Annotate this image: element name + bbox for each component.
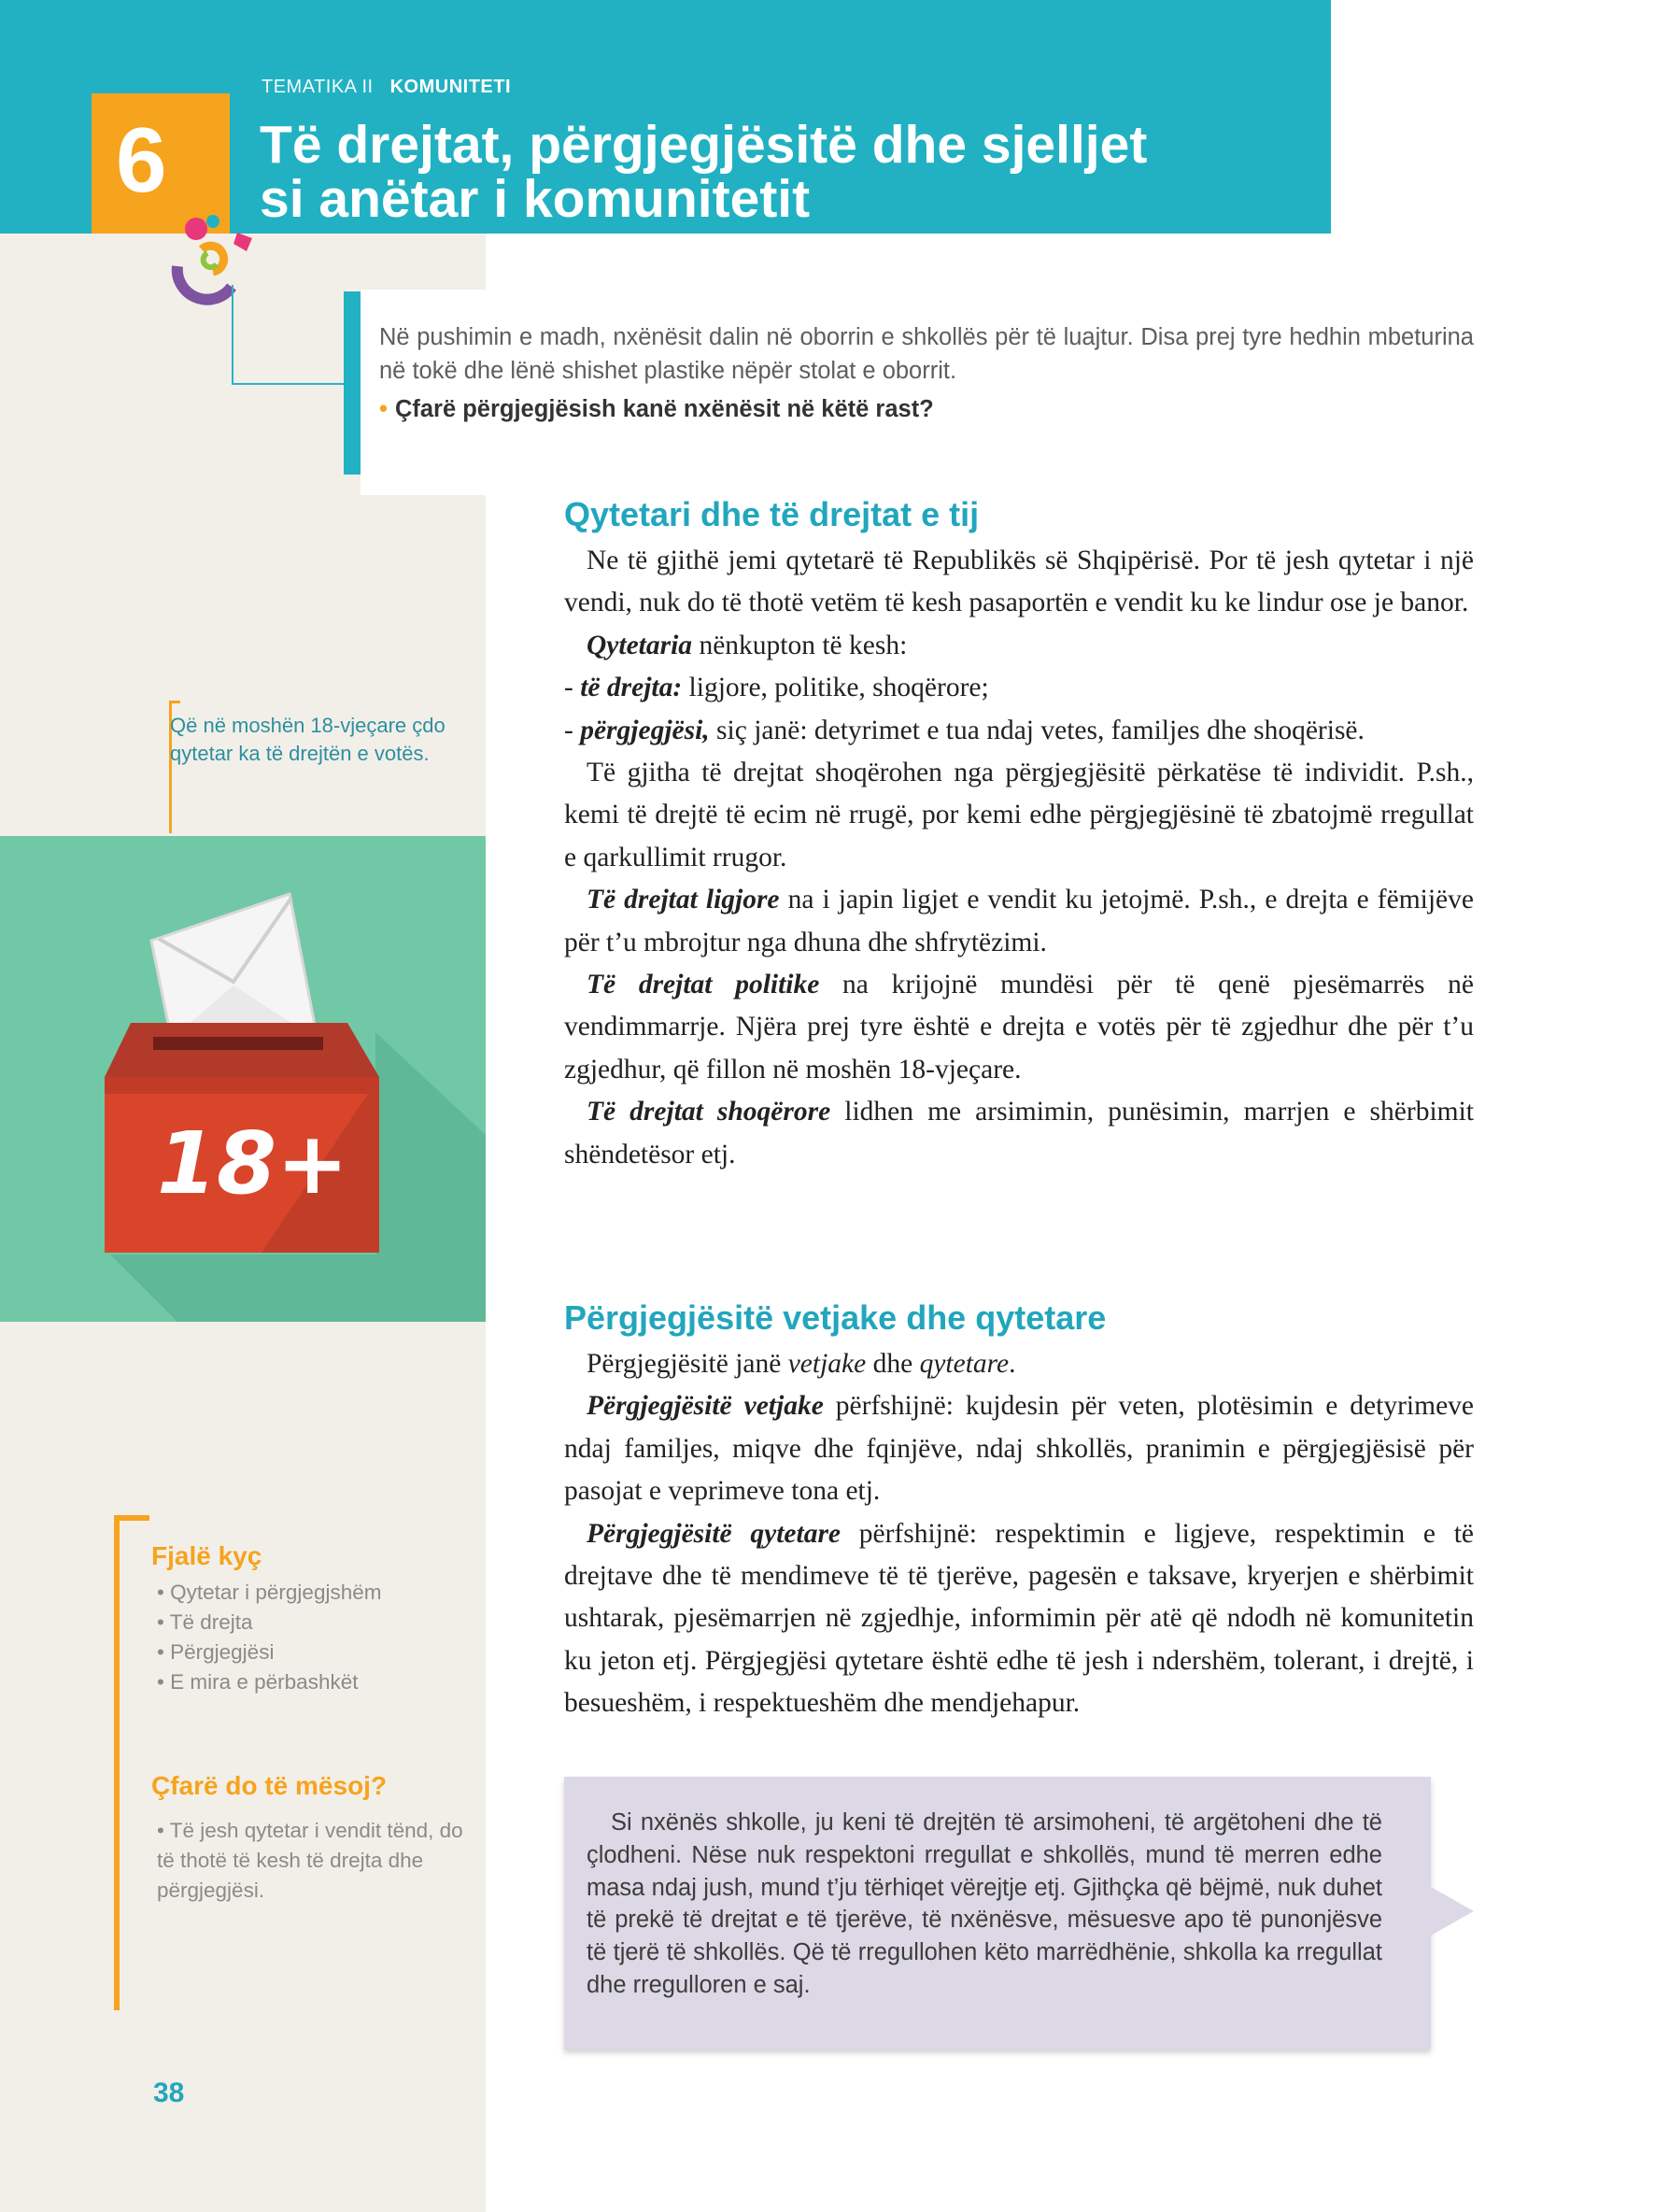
decorative-rings-icon — [168, 210, 280, 322]
emphasis: qytetare — [919, 1349, 1010, 1379]
section1-title: Qytetari dhe të drejtat e tij — [564, 495, 980, 533]
section2-paragraph — [564, 1513, 1474, 1725]
section2-paragraph — [564, 1385, 1474, 1512]
keywords-title: Fjalë kyç — [151, 1541, 262, 1570]
paragraph-text: na krijojnë mundësi për të qenë pjesëmarrës në vendimmarrje. Njëra prej tyre është e drejta e votës për të zgjedhur dhe për t’u zgjedhur, që fillon në moshën 18-vjeçare. — [564, 970, 1474, 1085]
sidebar-note: Që në moshën 18-vjeçare çdo qytetar ka të drejtën e votës. — [170, 714, 446, 765]
intro-accent-bar — [344, 291, 361, 475]
term: Të drejtat shoqërore — [587, 1097, 831, 1127]
section1-body — [564, 540, 1474, 1176]
page-number: 38 — [153, 2077, 185, 2108]
paragraph-text: na i japin ligjet e vendit ku jetojmë. P.sh., e drejta e fëmijëve për t’u mbrojtur nga dhuna dhe shfrytëzimi. — [564, 885, 1474, 957]
paragraph-text: siç janë: detyrimet e tua ndaj vetes, familjes dhe shoqërisë. — [709, 715, 1365, 745]
intro-question-text: Çfarë përgjegjësish kanë nxënësit në këtë rast? — [394, 396, 934, 422]
paragraph-text: dhe — [866, 1349, 920, 1379]
term: Të drejtat ligjore — [587, 885, 780, 915]
dash: - — [564, 715, 581, 745]
keywords-accent-bar — [114, 1515, 120, 2010]
paragraph-text: përfshijnë: respektimin e ligjeve, respektimin e të drejtave dhe të mendimeve të të tjerëve, pagesën e taksave, kryerjen e shërbimit ushtarak, pjesëmarrjen në zgjedhje, informimin për atë që ndodh në komunitetin ku jeton etj. Përgjegjësi qytetare është edhe të jesh i ndershëm, tolerant, i drejtë, i besueshëm, i respektueshëm dhe mendjehapur. — [564, 1518, 1474, 1719]
callout-arrow — [1431, 1887, 1474, 1936]
section2-paragraph — [564, 1343, 1474, 1385]
paragraph-text: . — [1009, 1349, 1016, 1379]
connector-line-vertical — [232, 285, 233, 385]
note-accent-tick — [169, 701, 180, 703]
page-title — [260, 115, 1306, 229]
page-title-line2: si anëtar i komunitetit — [260, 169, 811, 229]
term: të drejta: — [580, 673, 683, 703]
callout-text: Si nxënës shkolle, ju keni të drejtën të arsimoheni, të argëtoheni dhe të çlodheni. Nëse nuk respektoni rregullat e shkollës, mund të merren edhe masa ndaj jush, mund t’ju tërhiqet vërejtje etj. Gjithçka që bëjmë, nuk duhet të prekë të drejtat e të tjerëve, të nxënësve, mësuesve apo të punonjësve të tjerë të shkollës. Që të rregullohen këto marrëdhënie, shkolla ka rregullat dhe rregulloren e saj. — [587, 1809, 1382, 1998]
section1-paragraph: Të gjitha të drejtat shoqërohen nga përgjegjësitë përkatëse të individit. P.sh., kemi të drejtë të ecim në rrugë, por kemi edhe përgjegjësinë të zbatojmë rregullat e qarkullimit rrugor. — [564, 758, 1474, 872]
section1-list-item — [564, 667, 1474, 709]
intro-bullet: • — [379, 396, 388, 422]
keyword-item: • Përgjegjësi — [157, 1640, 275, 1664]
paragraph-text: Përgjegjësitë janë — [587, 1349, 788, 1379]
section1-paragraph — [564, 1091, 1474, 1176]
ballot-label: 18+ — [157, 1113, 349, 1213]
term: Të drejtat politike — [587, 970, 820, 1000]
term: Përgjegjësitë qytetare — [587, 1518, 842, 1549]
envelope-icon — [151, 894, 318, 1042]
ballot-box-icon — [0, 836, 486, 1322]
paragraph-text: ligjore, politike, shoqërore; — [682, 673, 989, 703]
keyword-item: • Të drejta — [157, 1610, 253, 1634]
theme-name: KOMUNITETI — [389, 77, 512, 97]
lesson-number: 6 — [116, 108, 167, 211]
section1-paragraph: Ne të gjithë jemi qytetarë të Republikës së Shqipërisë. Por të jesh qytetar i një vendi, nuk do të thotë vetëm të kesh pasaportën e vendit ku ke lindur ose je banor. — [564, 546, 1474, 618]
section1-paragraph — [564, 879, 1474, 964]
section1-paragraph — [564, 964, 1474, 1091]
theme-label — [262, 77, 511, 98]
connector-line-horizontal — [232, 383, 346, 385]
dash: - — [564, 673, 581, 703]
keywords-accent-tick — [114, 1515, 149, 1521]
section2-title: Përgjegjësitë vetjake dhe qytetare — [564, 1298, 1107, 1337]
section1-paragraph — [564, 625, 1474, 667]
section2-body — [564, 1343, 1474, 1725]
paragraph-text: lidhen me arsimimin, punësimin, marrjen e shërbimit shëndetësor etj. — [564, 1097, 1474, 1170]
term: përgjegjësi, — [580, 715, 710, 745]
paragraph-text: përfshijnë: kujdesin për veten, plotësimin e detyrimeve ndaj familjes, miqve dhe fqinjëve, ndaj shkollës, pranimin e përgjegjësisë për pasojat e veprimeve tona etj. — [564, 1391, 1475, 1507]
learn-title: Çfarë do të mësoj? — [151, 1771, 388, 1800]
keyword-item: • E mira e përbashkët — [157, 1670, 359, 1694]
page-title-line1: Të drejtat, përgjegjësitë dhe sjelljet — [260, 115, 1148, 175]
term: Përgjegjësitë vetjake — [587, 1391, 824, 1422]
keyword-item: • Qytetar i përgjegjshëm — [157, 1581, 382, 1604]
intro-question — [379, 396, 934, 423]
ballot-illustration — [0, 836, 486, 1322]
theme-number: TEMATIKA II — [262, 77, 374, 97]
learn-text: • Të jesh qytetar i vendit tënd, do të thotë të kesh të drejta dhe përgjegjësi. — [157, 1819, 463, 1902]
term: Qytetaria — [587, 630, 693, 660]
paragraph-text: nënkupton të kesh: — [692, 630, 908, 660]
section1-list-item — [564, 710, 1474, 752]
emphasis: vetjake — [787, 1349, 867, 1379]
intro-text: Në pushimin e madh, nxënësit dalin në oborrin e shkollës për të luajtur. Disa prej tyre hedhin mbeturina në tokë dhe lënë shishet plastike nëpër stolat e oborrit. — [379, 324, 1474, 384]
